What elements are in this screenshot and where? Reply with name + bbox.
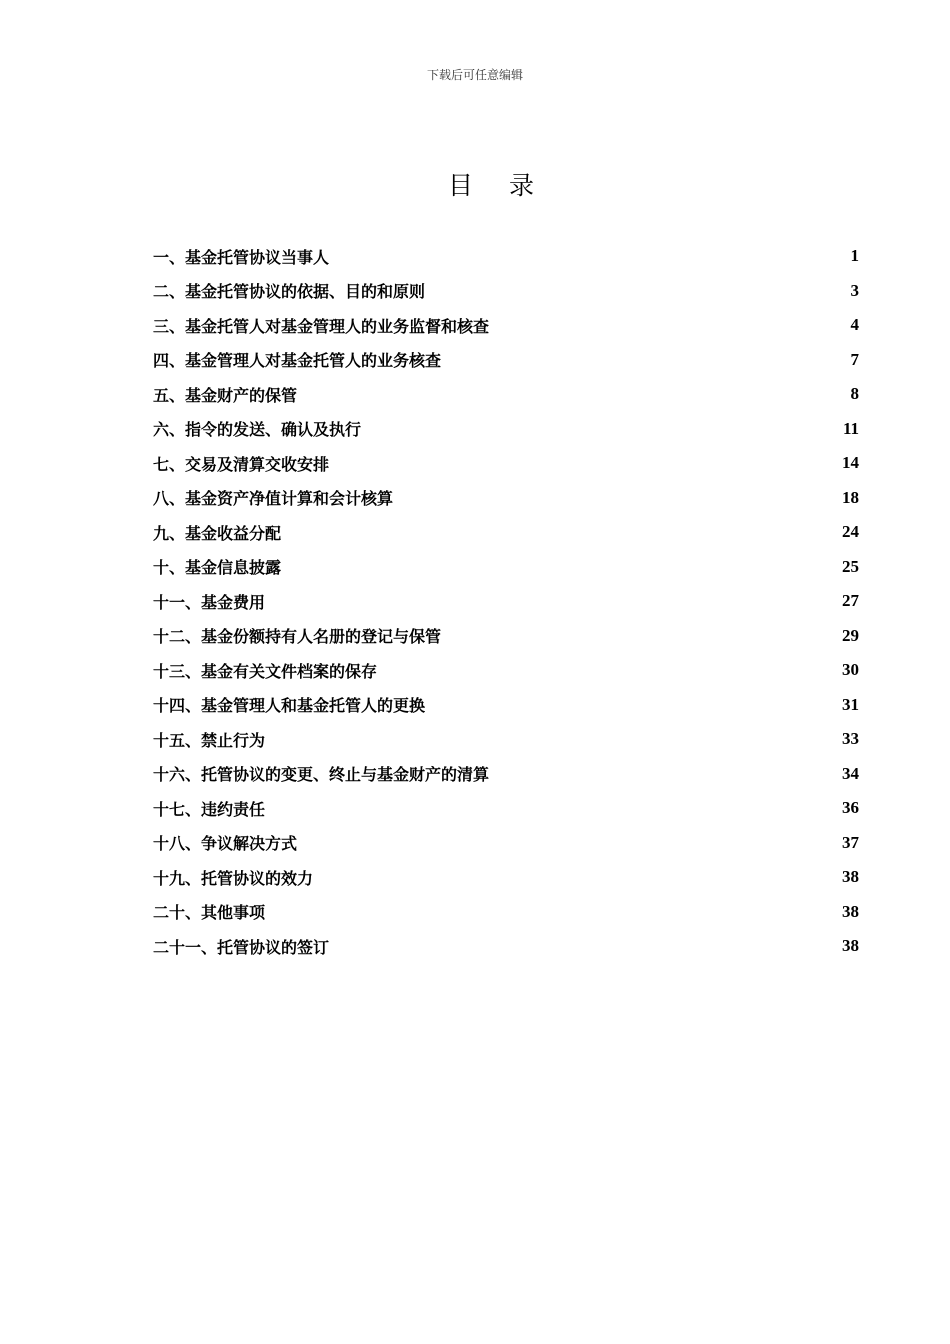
toc-entry[interactable]: [153, 826, 859, 861]
toc-entry-label: 十四、基金管理人和基金托管人的更换: [153, 696, 426, 716]
toc-entry[interactable]: [153, 929, 859, 964]
toc-entry-label: 二十一、托管协议的签订: [153, 937, 330, 957]
toc-entry[interactable]: [153, 550, 859, 585]
toc-entry-label: 一、基金托管协议当事人: [153, 247, 330, 267]
toc-entry-page: 7: [850, 349, 859, 369]
toc-entry-label: 十九、托管协议的效力: [153, 868, 314, 888]
toc-entry-page: 38: [842, 936, 859, 956]
toc-entry-page: 27: [842, 591, 859, 611]
toc-entry-page: 11: [842, 418, 859, 438]
toc-entry-label: 十一、基金费用: [153, 592, 266, 612]
toc-entry[interactable]: [153, 653, 859, 688]
toc-entry-label: 三、基金托管人对基金管理人的业务监督和核查: [153, 316, 490, 336]
toc-entry[interactable]: [153, 446, 859, 481]
toc-entry-page: 33: [842, 729, 859, 749]
toc-entry-label: 十八、争议解决方式: [153, 834, 298, 854]
toc-entry-label: 八、基金资产净值计算和会计核算: [153, 489, 394, 509]
toc-entry[interactable]: [153, 239, 859, 274]
toc-entry-label: 九、基金收益分配: [153, 523, 282, 543]
toc-entry-page: 24: [842, 522, 859, 542]
toc-entry[interactable]: [153, 481, 859, 516]
toc-entry[interactable]: [153, 274, 859, 309]
toc-entry-label: 十六、托管协议的变更、终止与基金财产的清算: [153, 765, 490, 785]
toc-entry[interactable]: [153, 757, 859, 792]
toc-entry-page: 25: [842, 556, 859, 576]
toc-entry[interactable]: [153, 619, 859, 654]
toc-entry-label: 十二、基金份额持有人名册的登记与保管: [153, 627, 442, 647]
toc-entry[interactable]: [153, 515, 859, 550]
toc-entry[interactable]: [153, 377, 859, 412]
toc-entry-page: 29: [842, 625, 859, 645]
toc-entry-label: 十、基金信息披露: [153, 558, 282, 578]
toc-entry-label: 二、基金托管协议的依据、目的和原则: [153, 282, 426, 302]
toc-entry-label: 四、基金管理人对基金托管人的业务核查: [153, 351, 442, 371]
toc-entry[interactable]: [153, 412, 859, 447]
toc-entry-page: 4: [850, 315, 859, 335]
toc-entry-page: 3: [850, 280, 859, 300]
toc-entry[interactable]: [153, 895, 859, 930]
toc-entry-page: 30: [842, 660, 859, 680]
toc-entry-page: 38: [842, 867, 859, 887]
toc-entry[interactable]: [153, 860, 859, 895]
toc-entry-page: 38: [842, 901, 859, 921]
toc-entry[interactable]: [153, 791, 859, 826]
toc-entry-label: 十五、禁止行为: [153, 730, 266, 750]
page-title: 目 录: [448, 171, 548, 200]
toc-entry-label: 二十、其他事项: [153, 903, 266, 923]
toc-entry-label: 十七、违约责任: [153, 799, 266, 819]
toc-entry-page: 37: [842, 832, 859, 852]
toc-entry-page: 31: [842, 694, 859, 714]
toc-entry-page: 36: [842, 798, 859, 818]
toc-entry[interactable]: [153, 584, 859, 619]
toc-entry-label: 七、交易及清算交收安排: [153, 454, 330, 474]
toc-entry-label: 十三、基金有关文件档案的保存: [153, 661, 378, 681]
toc-entry[interactable]: [153, 308, 859, 343]
toc-entry-label: 五、基金财产的保管: [153, 385, 298, 405]
toc-entry-page: 1: [850, 246, 859, 266]
toc-entry-page: 18: [842, 487, 859, 507]
header-note: 下载后可任意编辑: [426, 68, 523, 82]
table-of-contents: [153, 239, 859, 964]
toc-entry[interactable]: [153, 343, 859, 378]
toc-entry[interactable]: [153, 722, 859, 757]
toc-entry[interactable]: [153, 688, 859, 723]
toc-entry-page: 14: [842, 453, 859, 473]
toc-entry-label: 六、指令的发送、确认及执行: [153, 420, 362, 440]
toc-entry-page: 8: [850, 384, 859, 404]
toc-entry-page: 34: [842, 763, 859, 783]
